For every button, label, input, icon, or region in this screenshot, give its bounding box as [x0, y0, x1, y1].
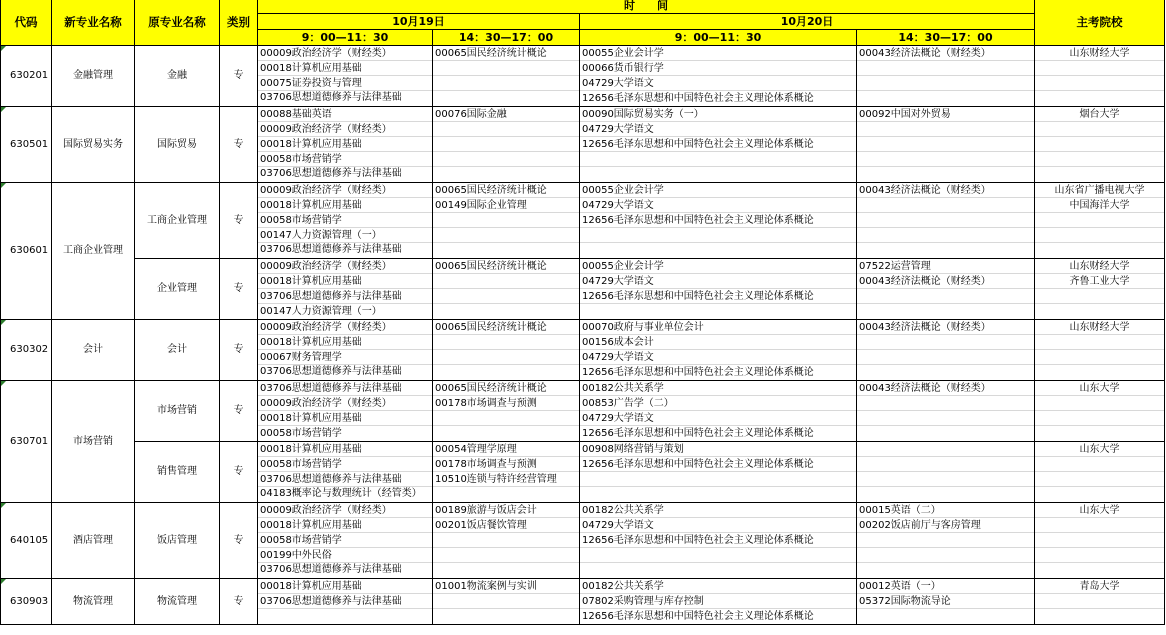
table-row	[1, 579, 1165, 625]
day2-am-cell[interactable]	[580, 442, 857, 503]
category-cell[interactable]: 专	[220, 442, 258, 503]
category-cell[interactable]: 专	[220, 320, 258, 381]
day2-am-cell[interactable]	[580, 320, 857, 381]
day1-am-cell-line: 00199中外民俗	[258, 548, 432, 563]
day2-pm-cell-line	[857, 396, 1034, 411]
day2-pm-cell-line	[857, 426, 1034, 441]
day1-pm-cell[interactable]	[433, 107, 580, 183]
day2-pm-cell-line	[857, 487, 1034, 502]
day1-am-cell-line: 00009政治经济学（财经类）	[258, 183, 432, 198]
day2-am-cell[interactable]	[580, 183, 857, 259]
school-cell-line	[1035, 563, 1164, 578]
day1-pm-cell-line	[433, 487, 579, 502]
day1-pm-cell-line: 00189旅游与饭店会计	[433, 503, 579, 518]
school-cell-line: 山东大学	[1035, 381, 1164, 396]
day1-pm-cell-line	[433, 228, 579, 243]
day2-am-cell-line	[580, 243, 856, 258]
day2-pm-cell-line	[857, 198, 1034, 213]
day1-pm-cell-line	[433, 533, 579, 548]
day2-pm-cell[interactable]	[857, 183, 1035, 259]
school-cell-line: 山东大学	[1035, 503, 1164, 518]
day2-am-cell[interactable]	[580, 579, 857, 625]
day2-am-cell-line: 00055企业会计学	[580, 183, 856, 198]
day1-am-cell-line: 00009政治经济学（财经类）	[258, 320, 432, 335]
school-cell[interactable]	[1035, 381, 1165, 442]
school-cell-line: 青岛大学	[1035, 579, 1164, 594]
day2-pm-cell[interactable]	[857, 46, 1035, 107]
school-cell-line: 齐鲁工业大学	[1035, 274, 1164, 289]
day1-am-cell-line: 03706思想道德修养与法律基础	[258, 472, 432, 487]
category-cell[interactable]: 专	[220, 579, 258, 625]
header-old-major[interactable]: 原专业名称	[135, 0, 220, 46]
day2-am-cell-line	[580, 228, 856, 243]
day2-am-cell-line: 00908网络营销与策划	[580, 442, 856, 457]
day1-am-cell-line: 03706思想道德修养与法律基础	[260, 244, 402, 255]
table-row	[1, 46, 1165, 107]
header-day2-am[interactable]: 9：00—11：30	[580, 30, 857, 46]
code-cell[interactable]: 630701	[1, 381, 52, 503]
school-cell-line	[1035, 350, 1164, 365]
day1-pm-cell[interactable]	[433, 503, 580, 579]
day2-am-cell-line: 04729大学语文	[580, 274, 856, 289]
day1-am-cell-line: 00018计算机应用基础	[258, 274, 432, 289]
day2-am-cell-line: 00182公共关系学	[580, 503, 856, 518]
day1-pm-cell[interactable]	[433, 579, 580, 625]
day1-am-cell[interactable]	[258, 46, 433, 107]
day1-am-cell-line: 00009政治经济学（财经类）	[258, 122, 432, 137]
day2-am-cell-line	[580, 548, 856, 563]
header-day1-pm[interactable]: 14：30—17：00	[433, 30, 580, 46]
school-cell-line	[1035, 91, 1164, 106]
school-cell-line	[1035, 289, 1164, 304]
day1-am-cell-line: 00018计算机应用基础	[258, 61, 432, 76]
school-cell[interactable]	[1035, 579, 1165, 625]
school-cell-line	[1035, 243, 1164, 258]
school-cell-line	[1035, 213, 1164, 228]
school-cell-line	[1035, 304, 1164, 319]
day1-am-cell-line: 03706思想道德修养与法律基础	[258, 594, 432, 609]
day1-pm-cell-line	[433, 274, 579, 289]
day2-pm-cell-line	[857, 137, 1034, 152]
day1-am-cell-line: 00018计算机应用基础	[258, 198, 432, 213]
day1-am-cell-line: 00009政治经济学（财经类）	[258, 259, 432, 274]
day2-am-cell-line: 12656毛泽东思想和中国特色社会主义理论体系概论	[580, 137, 856, 152]
header-day1[interactable]: 10月19日	[258, 14, 580, 30]
day1-am-cell[interactable]	[258, 503, 433, 579]
day2-pm-cell-line: 00012英语（一）	[857, 579, 1034, 594]
day1-am-cell-line: 00018计算机应用基础	[258, 411, 432, 426]
new-major-cell[interactable]: 金融管理	[52, 46, 135, 107]
day1-pm-cell-line: 00076国际金融	[433, 107, 579, 122]
day2-pm-cell-line	[857, 152, 1034, 167]
table-body	[1, 46, 1165, 625]
school-cell-line: 山东财经大学	[1035, 320, 1164, 335]
day1-pm-cell-line	[433, 563, 579, 578]
school-cell-line	[1035, 426, 1164, 441]
day1-pm-cell-line	[433, 122, 579, 137]
day1-am-cell-line: 03706思想道德修养与法律基础	[260, 366, 402, 377]
day1-am-cell[interactable]	[258, 381, 433, 442]
day1-pm-cell-line: 00201饭店餐饮管理	[433, 518, 579, 533]
school-cell-line: 山东省广播电视大学	[1035, 183, 1164, 198]
day2-am-cell[interactable]	[580, 259, 857, 320]
old-major-cell[interactable]: 市场营销	[135, 381, 220, 442]
header-category[interactable]: 类别	[220, 0, 258, 46]
code-cell[interactable]: 630601	[1, 183, 52, 320]
category-cell[interactable]: 专	[220, 381, 258, 442]
code-cell[interactable]: 630302	[1, 320, 52, 381]
day1-pm-cell-line: 00054管理学原理	[433, 442, 579, 457]
day1-am-cell-line: 03706思想道德修养与法律基础	[260, 564, 402, 575]
day2-pm-cell-line: 07522运营管理	[857, 259, 1034, 274]
table-row	[1, 107, 1165, 183]
day2-am-cell-line: 04729大学语文	[580, 198, 856, 213]
day2-am-cell-line: 04729大学语文	[580, 518, 856, 533]
school-cell-line: 中国海洋大学	[1035, 198, 1164, 213]
day2-pm-cell-line	[857, 289, 1034, 304]
table-row	[1, 259, 1165, 320]
day1-pm-cell-line: 00178市场调查与预测	[433, 396, 579, 411]
day2-pm-cell-line	[857, 213, 1034, 228]
day2-am-cell[interactable]	[580, 107, 857, 183]
table-row	[1, 442, 1165, 503]
day2-am-cell-line: 04729大学语文	[580, 76, 856, 91]
old-major-cell[interactable]: 工商企业管理	[135, 183, 220, 259]
school-cell-line	[1035, 411, 1164, 426]
school-cell-line	[1035, 548, 1164, 563]
old-major-cell[interactable]: 销售管理	[135, 442, 220, 503]
day1-am-cell-line: 00088基础英语	[258, 107, 432, 122]
table-row	[1, 183, 1165, 259]
day1-pm-cell[interactable]	[433, 259, 580, 320]
day1-pm-cell-line: 00149国际企业管理	[433, 198, 579, 213]
table-row	[1, 503, 1165, 579]
day2-pm-cell-line: 00015英语（二）	[857, 503, 1034, 518]
day2-pm-cell-line	[857, 411, 1034, 426]
day2-pm-cell-line	[857, 243, 1034, 258]
day2-am-cell-line: 12656毛泽东思想和中国特色社会主义理论体系概论	[582, 611, 814, 622]
day2-am-cell-line: 12656毛泽东思想和中国特色社会主义理论体系概论	[580, 289, 856, 304]
school-cell-line	[1035, 396, 1164, 411]
day2-am-cell-line: 12656毛泽东思想和中国特色社会主义理论体系概论	[580, 457, 856, 472]
day1-am-cell-line: 03706思想道德修养与法律基础	[260, 168, 402, 179]
day2-am-cell-line	[580, 472, 856, 487]
day1-pm-cell-line	[433, 289, 579, 304]
day2-pm-cell-line: 05372国际物流导论	[857, 594, 1034, 609]
new-major-cell[interactable]: 国际贸易实务	[52, 107, 135, 183]
day2-pm-cell-line: 00092中国对外贸易	[857, 107, 1034, 122]
day2-pm-cell-line	[857, 472, 1034, 487]
old-major-cell[interactable]: 金融	[135, 46, 220, 107]
day2-pm-cell-line	[857, 548, 1034, 563]
day2-pm-cell[interactable]	[857, 107, 1035, 183]
day1-am-cell-line	[258, 609, 432, 624]
day2-am-cell-line	[580, 167, 856, 182]
day1-pm-cell-line	[433, 350, 579, 365]
day2-am-cell[interactable]	[580, 46, 857, 107]
day2-am-cell-line: 04729大学语文	[580, 411, 856, 426]
day1-am-cell-line: 00009政治经济学（财经类）	[258, 396, 432, 411]
day1-am-cell-line: 00018计算机应用基础	[258, 579, 432, 594]
day2-pm-cell-line: 00043经济法概论（财经类）	[857, 274, 1034, 289]
day1-pm-cell-line	[433, 411, 579, 426]
header-day1-am[interactable]: 9：00—11：30	[258, 30, 433, 46]
day2-pm-cell-line	[857, 76, 1034, 91]
day1-am-cell-line: 00067财务管理学	[258, 350, 432, 365]
day2-am-cell-line: 12656毛泽东思想和中国特色社会主义理论体系概论	[582, 367, 814, 378]
day1-pm-cell-line	[433, 304, 579, 319]
school-cell-line	[1035, 152, 1164, 167]
day2-am-cell[interactable]	[580, 503, 857, 579]
code-cell[interactable]: 630201	[1, 46, 52, 107]
day2-am-cell-line: 00055企业会计学	[580, 259, 856, 274]
day1-pm-cell-line: 00065国民经济统计概论	[433, 381, 579, 396]
school-cell[interactable]	[1035, 107, 1165, 183]
day1-am-cell-line: 00058市场营销学	[258, 152, 432, 167]
day1-pm-cell-line	[433, 594, 579, 609]
day1-pm-cell-line: 00178市场调查与预测	[433, 457, 579, 472]
day1-am-cell-line: 00147人力资源管理（一）	[258, 228, 432, 243]
day1-am-cell-line: 00018计算机应用基础	[258, 335, 432, 350]
day1-am-cell[interactable]	[258, 442, 433, 503]
day1-am-cell-line: 00058市场营销学	[260, 428, 342, 439]
header-day2-pm[interactable]: 14：30—17：00	[857, 30, 1035, 46]
day2-am-cell-line: 00182公共关系学	[580, 381, 856, 396]
day1-am-cell-line: 03706思想道德修养与法律基础	[258, 289, 432, 304]
day1-pm-cell-line: 01001物流案例与实训	[433, 579, 579, 594]
day1-pm-cell-line	[433, 137, 579, 152]
day1-pm-cell-line	[433, 61, 579, 76]
day2-pm-cell-line: 00202饭店前厅与客房管理	[857, 518, 1034, 533]
school-cell-line	[1035, 76, 1164, 91]
day2-am-cell-line: 12656毛泽东思想和中国特色社会主义理论体系概论	[582, 93, 814, 104]
category-cell[interactable]: 专	[220, 183, 258, 259]
day1-pm-cell-line: 00065国民经济统计概论	[433, 46, 579, 61]
day2-am-cell-line: 00182公共关系学	[580, 579, 856, 594]
new-major-cell[interactable]: 市场营销	[52, 381, 135, 503]
day2-pm-cell-line	[857, 228, 1034, 243]
day2-am-cell-line: 00070政府与事业单位会计	[580, 320, 856, 335]
school-cell-line	[1035, 518, 1164, 533]
day1-pm-cell-line	[433, 609, 579, 624]
day1-pm-cell[interactable]	[433, 442, 580, 503]
day2-pm-cell-line: 00043经济法概论（财经类）	[857, 46, 1034, 61]
day2-pm-cell-line: 00043经济法概论（财经类）	[857, 320, 1034, 335]
day2-am-cell-line: 04729大学语文	[580, 350, 856, 365]
day2-am-cell-line: 12656毛泽东思想和中国特色社会主义理论体系概论	[582, 428, 814, 439]
day1-am-cell-line: 00009政治经济学（财经类）	[258, 503, 432, 518]
day2-pm-cell-line	[857, 335, 1034, 350]
day1-am-cell-line: 00018计算机应用基础	[258, 137, 432, 152]
day2-am-cell-line	[580, 563, 856, 578]
day2-am-cell-line: 12656毛泽东思想和中国特色社会主义理论体系概论	[580, 533, 856, 548]
day1-pm-cell-line	[433, 365, 579, 380]
day2-am-cell-line: 07802采购管理与库存控制	[580, 594, 856, 609]
day1-pm-cell-line	[433, 426, 579, 441]
day2-am-cell-line: 04729大学语文	[580, 122, 856, 137]
header-new-major[interactable]: 新专业名称	[52, 0, 135, 46]
school-cell[interactable]	[1035, 442, 1165, 503]
day1-am-cell-line: 00018计算机应用基础	[258, 442, 432, 457]
table-row	[1, 381, 1165, 442]
school-cell-line	[1035, 61, 1164, 76]
day2-pm-cell-line	[857, 122, 1034, 137]
code-cell[interactable]: 630903	[1, 579, 52, 625]
school-cell-line	[1035, 365, 1164, 380]
day1-am-cell-line: 03706思想道德修养与法律基础	[258, 381, 432, 396]
day1-am-cell-line: 03706思想道德修养与法律基础	[260, 92, 402, 103]
old-major-cell[interactable]: 物流管理	[135, 579, 220, 625]
day2-am-cell-line	[580, 152, 856, 167]
day1-pm-cell[interactable]	[433, 381, 580, 442]
day1-pm-cell-line	[433, 335, 579, 350]
school-cell-line	[1035, 457, 1164, 472]
school-cell-line	[1035, 609, 1164, 624]
category-cell[interactable]: 专	[220, 259, 258, 320]
school-cell-line	[1035, 533, 1164, 548]
old-major-cell[interactable]: 会计	[135, 320, 220, 381]
table-row	[1, 320, 1165, 381]
new-major-cell[interactable]: 酒店管理	[52, 503, 135, 579]
code-cell[interactable]: 640105	[1, 503, 52, 579]
new-major-cell[interactable]: 会计	[52, 320, 135, 381]
school-cell-line	[1035, 472, 1164, 487]
code-cell[interactable]: 630501	[1, 107, 52, 183]
old-major-cell[interactable]: 国际贸易	[135, 107, 220, 183]
day2-pm-cell-line	[857, 167, 1034, 182]
school-cell-line	[1035, 228, 1164, 243]
day1-am-cell-line: 00058市场营销学	[258, 457, 432, 472]
day2-pm-cell-line	[857, 442, 1034, 457]
new-major-cell[interactable]: 物流管理	[52, 579, 135, 625]
day1-pm-cell-line	[433, 548, 579, 563]
school-cell[interactable]	[1035, 320, 1165, 381]
header-time[interactable]: 时 间	[258, 0, 1035, 14]
day1-pm-cell-line	[433, 152, 579, 167]
day2-pm-cell[interactable]	[857, 259, 1035, 320]
day2-am-cell[interactable]	[580, 381, 857, 442]
day2-pm-cell-line	[857, 91, 1034, 106]
day1-pm-cell-line	[433, 76, 579, 91]
header-code[interactable]: 代码	[1, 0, 52, 46]
day2-am-cell-line: 00156成本会计	[580, 335, 856, 350]
day2-pm-cell-line	[857, 350, 1034, 365]
old-major-cell[interactable]: 企业管理	[135, 259, 220, 320]
day2-pm-cell-line: 00043经济法概论（财经类）	[857, 183, 1034, 198]
school-cell[interactable]	[1035, 259, 1165, 320]
day2-pm-cell-line	[857, 609, 1034, 624]
category-cell[interactable]: 专	[220, 46, 258, 107]
category-cell[interactable]: 专	[220, 503, 258, 579]
school-cell-line	[1035, 335, 1164, 350]
day1-am-cell[interactable]	[258, 107, 433, 183]
day2-pm-cell-line	[857, 365, 1034, 380]
day1-pm-cell-line	[433, 91, 579, 106]
day2-pm-cell-line	[857, 61, 1034, 76]
day2-pm-cell[interactable]	[857, 503, 1035, 579]
day1-am-cell-line: 00075证券投资与管理	[258, 76, 432, 91]
school-cell-line	[1035, 122, 1164, 137]
day2-am-cell-line	[580, 304, 856, 319]
day2-pm-cell-line	[857, 563, 1034, 578]
school-cell-line: 山东财经大学	[1035, 46, 1164, 61]
school-cell-line	[1035, 137, 1164, 152]
day1-am-cell-line: 00058市场营销学	[258, 213, 432, 228]
day1-pm-cell-line: 00065国民经济统计概论	[433, 259, 579, 274]
day1-am-cell[interactable]	[258, 579, 433, 625]
day1-pm-cell-line: 00065国民经济统计概论	[433, 320, 579, 335]
school-cell-line	[1035, 167, 1164, 182]
day1-am-cell[interactable]	[258, 183, 433, 259]
day2-pm-cell[interactable]	[857, 381, 1035, 442]
day1-am-cell-line: 00009政治经济学（财经类）	[258, 46, 432, 61]
new-major-cell[interactable]: 工商企业管理	[52, 183, 135, 320]
day1-pm-cell-line	[433, 213, 579, 228]
school-cell-line	[1035, 487, 1164, 502]
day2-am-cell-line: 00090国际贸易实务（一）	[580, 107, 856, 122]
day2-pm-cell[interactable]	[857, 320, 1035, 381]
school-cell-line: 烟台大学	[1035, 107, 1164, 122]
day2-pm-cell[interactable]	[857, 579, 1035, 625]
category-cell[interactable]: 专	[220, 107, 258, 183]
school-cell-line	[1035, 594, 1164, 609]
day1-am-cell[interactable]	[258, 259, 433, 320]
day1-pm-cell-line: 00065国民经济统计概论	[433, 183, 579, 198]
day1-pm-cell[interactable]	[433, 183, 580, 259]
day1-am-cell-line: 00018计算机应用基础	[258, 518, 432, 533]
header-day2[interactable]: 10月20日	[580, 14, 1035, 30]
old-major-cell[interactable]: 饭店管理	[135, 503, 220, 579]
day1-am-cell-line: 04183概率论与数理统计（经管类）	[260, 488, 422, 499]
school-cell-line: 山东大学	[1035, 442, 1164, 457]
day1-am-cell-line: 00058市场营销学	[258, 533, 432, 548]
day2-pm-cell-line	[857, 304, 1034, 319]
school-cell[interactable]	[1035, 183, 1165, 259]
day1-pm-cell-line	[433, 243, 579, 258]
day2-am-cell-line: 00055企业会计学	[580, 46, 856, 61]
day2-am-cell-line: 00066货币银行学	[580, 61, 856, 76]
day2-pm-cell-line	[857, 457, 1034, 472]
school-cell[interactable]	[1035, 503, 1165, 579]
day2-pm-cell-line	[857, 533, 1034, 548]
school-cell[interactable]	[1035, 46, 1165, 107]
day1-pm-cell[interactable]	[433, 320, 580, 381]
header-school[interactable]: 主考院校	[1035, 0, 1165, 46]
day1-pm-cell-line: 10510连锁与特许经营管理	[433, 472, 579, 487]
day1-am-cell-line: 00147人力资源管理（一）	[260, 306, 382, 317]
day2-am-cell-line: 00853广告学（二）	[580, 396, 856, 411]
day2-pm-cell-line: 00043经济法概论（财经类）	[857, 381, 1034, 396]
day2-am-cell-line	[580, 487, 856, 502]
day2-am-cell-line: 12656毛泽东思想和中国特色社会主义理论体系概论	[580, 213, 856, 228]
day1-am-cell[interactable]	[258, 320, 433, 381]
school-cell-line: 山东财经大学	[1035, 259, 1164, 274]
day1-pm-cell[interactable]	[433, 46, 580, 107]
day1-pm-cell-line	[433, 167, 579, 182]
day2-pm-cell[interactable]	[857, 442, 1035, 503]
